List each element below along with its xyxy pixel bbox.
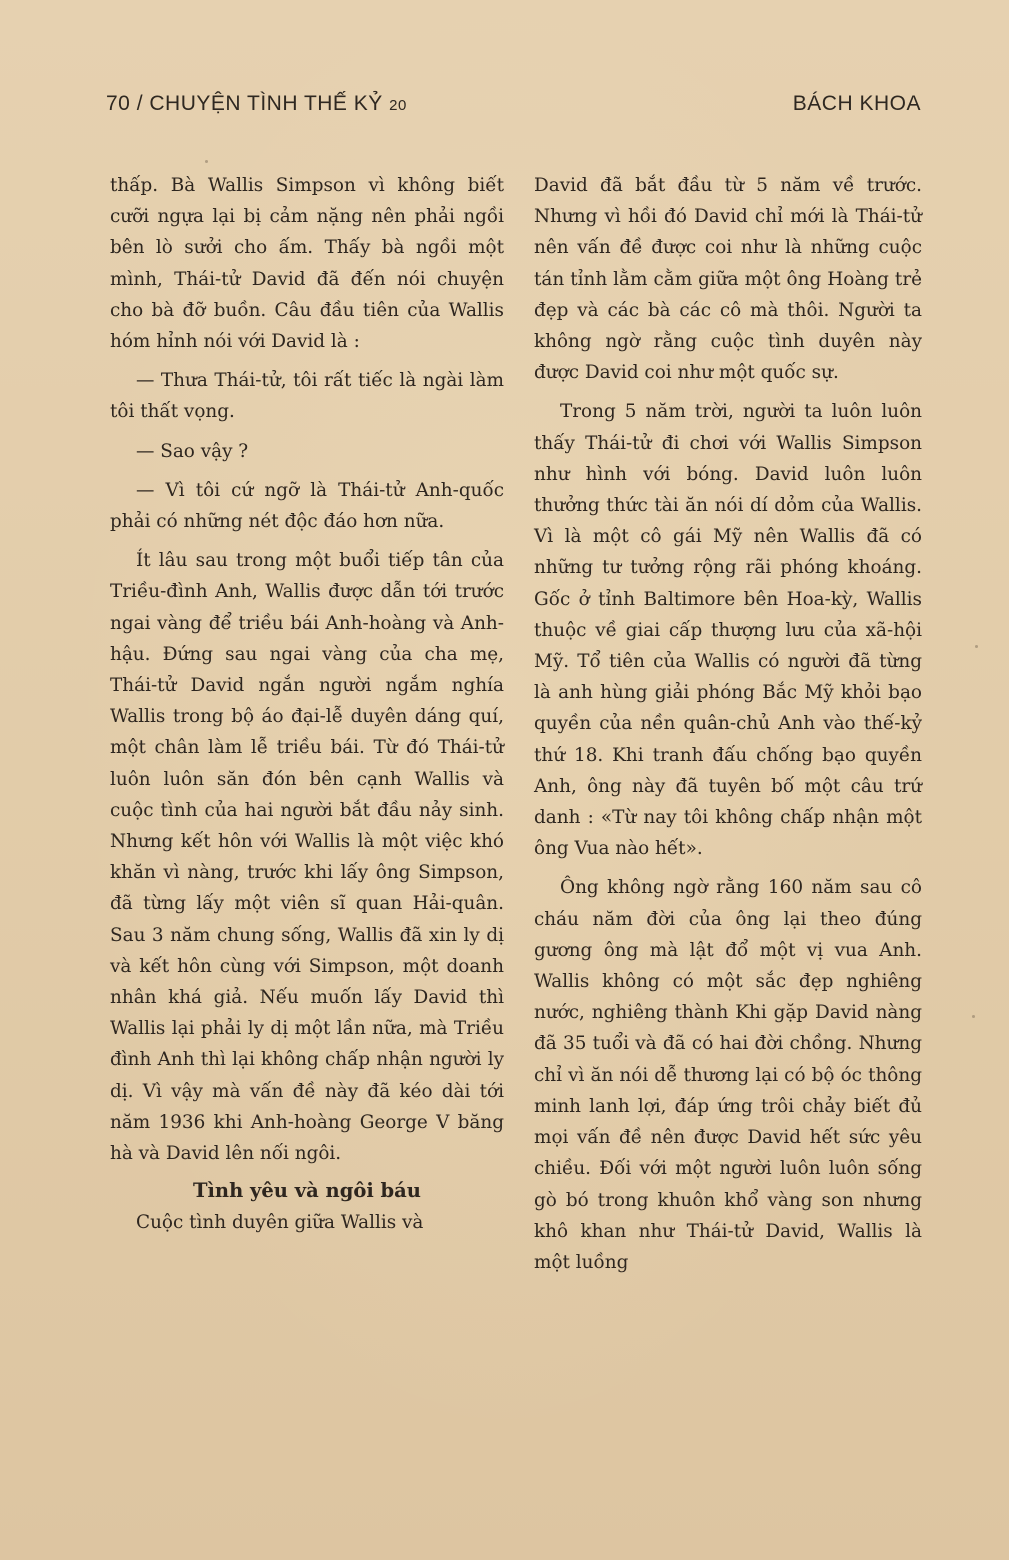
paragraph: thấp. Bà Wallis Simpson vì không biết cưỡi ngựa lại bị cảm nặng nên phải ngồi bên lò sưởi cho ấm. Thấy bà ngồi một mình, Thái-tử David đã đến nói chuyện cho bà đỡ buồn. Câu đầu tiên của Wallis hóm hỉnh nói với David là :: [110, 175, 504, 353]
running-title-suffix: 20: [389, 97, 407, 114]
paragraph: David đã bắt đầu từ 5 năm về trước. Nhưng vì hồi đó David chỉ mới là Thái-tử nên vấn đề được coi như là những cuộc tán tỉnh lằm cằm giữa một ông Hoàng trẻ đẹp và các bà các cô mà thôi. Người ta không ngờ rằng cuộc tình duyên này được David coi như một quốc sự.: [534, 175, 922, 384]
paragraph: Cuộc tình duyên giữa Wallis và: [136, 1212, 424, 1234]
running-title-text: 70 / CHUYỆN TÌNH THẾ KỶ: [106, 92, 383, 115]
dialogue-line: — Sao vậy ?: [136, 440, 249, 462]
dialogue-line: — Vì tôi cứ ngỡ là Thái-tử Anh-quốc phải có những nét độc đáo hơn nữa.: [110, 479, 504, 533]
left-column: [110, 170, 504, 1239]
running-title: [106, 92, 407, 116]
paper-speck: [975, 645, 978, 648]
paragraph: Trong 5 năm trời, người ta luôn luôn thấy Thái-tử đi chơi với Wallis Simpson như hình với bóng. David luôn luôn thưởng thức tài ăn nói dí dỏm của Wallis. Vì là một cô gái Mỹ nên Wallis đã có những tư tưởng rộng rãi phóng khoáng. Gốc ở tỉnh Baltimore bên Hoa-kỳ, Wallis thuộc về giai cấp thượng lưu của xã-hội Mỹ. Tổ tiên của Wallis có người đã từng là anh hùng giải phóng Bắc Mỹ khỏi bạo quyền của nền quân-chủ Anh vào thế-kỷ thứ 18. Khi tranh đấu chống bạo quyền Anh, ông này đã tuyên bố một câu trứ danh : «Từ nay tôi không chấp nhận một ông Vua nào hết».: [534, 401, 922, 860]
paper-speck: [972, 1015, 975, 1018]
magazine-name: BÁCH KHOA: [792, 92, 921, 115]
paragraph: Ông không ngờ rằng 160 năm sau cô cháu năm đời của ông lại theo đúng gương ông mà lật đổ một vị vua Anh. Wallis không có một sắc đẹp nghiêng nước, nghiêng thành Khi gặp David nàng đã 35 tuổi và đã có hai đời chồng. Nhưng chỉ vì ăn nói dễ thương lại có bộ óc thông minh lanh lợi, đáp ứng trôi chảy biết đủ mọi vấn đề nên được David hết sức yêu chiều. Đối với một người luôn luôn sống gò bó trong khuôn khổ vàng son nhưng khô khan như Thái-tử David, Wallis là một luồng: [534, 877, 922, 1273]
section-heading: Tình yêu và ngôi báu: [193, 1179, 421, 1203]
paragraph: Ít lâu sau trong một buổi tiếp tân của Triều-đình Anh, Wallis được dẫn tới trước ngai vàng để triều bái Anh-hoàng và Anh-hậu. Đứng sau ngai vàng của cha mẹ, Thái-tử David ngắn người ngắm nghía Wallis trong bộ áo đại-lễ duyên dáng quí, một chân làm lễ triều bái. Từ đó Thái-tử luôn luôn săn đón bên cạnh Wallis và cuộc tình của hai người bắt đầu nảy sinh. Nhưng kết hôn với Wallis là một việc khó khăn vì nàng, trước khi lấy ông Simpson, đã từng lấy một viên sĩ quan Hải-quân. Sau 3 năm chung sống, Wallis đã xin ly dị và kết hôn cùng với Simpson, một doanh nhân khá giả. Nếu muốn lấy David thì Wallis lại phải ly dị một lần nữa, mà Triều đình Anh thì lại không chấp nhận người ly dị. Vì vậy mà vấn đề này đã kéo dài tới năm 1936 khi Anh-hoàng George V băng hà và David lên nối ngôi.: [110, 550, 504, 1165]
page-header: [106, 92, 921, 128]
paper-speck: [205, 160, 208, 163]
right-column: [534, 170, 922, 1278]
dialogue-line: — Thưa Thái-tử, tôi rất tiếc là ngài làm tôi thất vọng.: [110, 370, 504, 423]
